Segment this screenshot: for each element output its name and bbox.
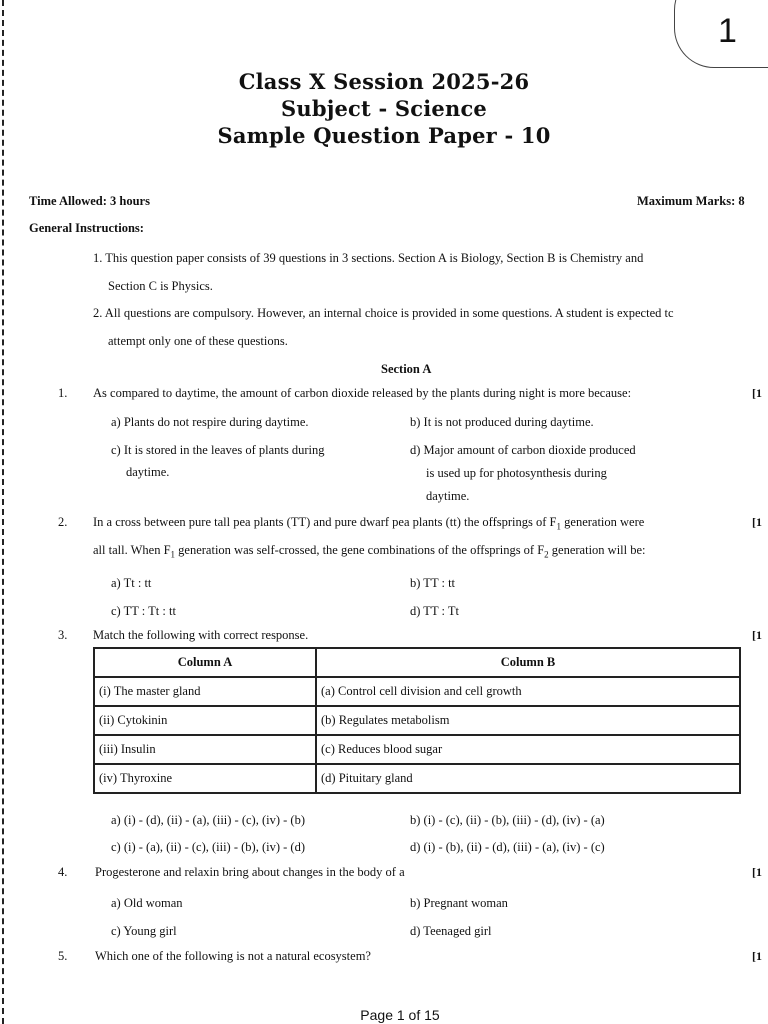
q1-number: 1.: [58, 386, 68, 400]
instruction-2-line1: 2. All questions are compulsory. However, an internal choice is provided in some questions. A student is expected tc: [93, 306, 674, 320]
q3-text: Match the following with correct response.: [93, 628, 309, 642]
page-number: 1: [718, 12, 737, 50]
q2-option-a: a) Tt : tt: [111, 576, 152, 590]
table-cell-a: (iv) Thyroxine: [94, 764, 316, 793]
title-paper: Sample Question Paper - 10: [217, 123, 551, 148]
column-a-header: Column A: [94, 648, 316, 677]
table-row: [94, 764, 740, 793]
table-cell-a: (i) The master gland: [94, 677, 316, 706]
q1-option-b: b) It is not produced during daytime.: [410, 415, 594, 429]
q1-option-c-line2: daytime.: [126, 465, 170, 479]
table-cell-b: (a) Control cell division and cell growth: [316, 677, 740, 706]
q3-option-a: a) (i) - (d), (ii) - (a), (iii) - (c), (iv) - (b): [111, 813, 305, 827]
q4-option-b: b) Pregnant woman: [410, 896, 508, 910]
instruction-1-line1: 1. This question paper consists of 39 questions in 3 sections. Section A is Biology, Section B is Chemistry and: [93, 251, 644, 265]
table-cell-b: (b) Regulates metabolism: [316, 706, 740, 735]
title-subject: Subject - Science: [280, 96, 487, 121]
title-class-session: Class X Session 2025-26: [238, 69, 530, 94]
general-instructions-heading: General Instructions:: [29, 221, 144, 235]
table-header-row: [94, 648, 740, 677]
q4-option-d: d) Teenaged girl: [410, 924, 492, 938]
q3-mark: [1: [752, 628, 762, 642]
q1-mark: [1: [752, 386, 762, 400]
q2-number: 2.: [58, 515, 68, 529]
page-footer: Page 1 of 15: [360, 1007, 440, 1023]
q4-mark: [1: [752, 865, 762, 879]
q1-option-d-line2: is used up for photosynthesis during: [426, 466, 607, 480]
time-allowed: Time Allowed: 3 hours: [29, 194, 150, 208]
q4-number: 4.: [58, 865, 68, 879]
q2-mark: [1: [752, 515, 762, 529]
q1-option-d-line3: daytime.: [426, 489, 470, 503]
q2-text-line1: In a cross between pure tall pea plants (TT) and pure dwarf pea plants (tt) the offsprings of $F_1$ generation were: [93, 515, 645, 532]
table-cell-b: (c) Reduces blood sugar: [316, 735, 740, 764]
table-cell-a: (iii) Insulin: [94, 735, 316, 764]
match-table: [93, 647, 741, 794]
q3-option-d: d) (i) - (b), (ii) - (d), (iii) - (a), (iv) - (c): [410, 840, 605, 854]
table-row: [94, 706, 740, 735]
section-a-title: Section A: [381, 362, 432, 376]
table-cell-a: (ii) Cytokinin: [94, 706, 316, 735]
q2-option-b: b) TT : tt: [410, 576, 456, 590]
table-row: [94, 677, 740, 706]
q4-option-c: c) Young girl: [111, 924, 177, 938]
q2-text-line2: all tall. When $F_1$ generation was self-crossed, the gene combinations of the offsprings of $F_2$ generation will be:: [93, 543, 646, 560]
q1-text: As compared to daytime, the amount of carbon dioxide released by the plants during night is more because:: [93, 386, 632, 400]
maximum-marks: Maximum Marks: 8: [637, 194, 745, 208]
left-dashed-border: [2, 0, 4, 1024]
column-b-header: Column B: [316, 648, 740, 677]
instruction-2-line2: attempt only one of these questions.: [108, 334, 288, 348]
instruction-1-line2: Section C is Physics.: [108, 279, 213, 293]
q3-option-b: b) (i) - (c), (ii) - (b), (iii) - (d), (iv) - (a): [410, 813, 605, 827]
q2-option-d: d) TT : Tt: [410, 604, 459, 618]
table-cell-b: (d) Pituitary gland: [316, 764, 740, 793]
q5-mark: [1: [752, 949, 762, 963]
q1-option-d-line1: d) Major amount of carbon dioxide produced: [410, 443, 636, 457]
q5-text: Which one of the following is not a natural ecosystem?: [95, 949, 371, 963]
q1-option-c-line1: c) It is stored in the leaves of plants during: [111, 443, 325, 457]
q2-option-c: c) TT : Tt : tt: [111, 604, 176, 618]
q3-number: 3.: [58, 628, 68, 642]
q4-option-a: a) Old woman: [111, 896, 183, 910]
q5-number: 5.: [58, 949, 68, 963]
q3-option-c: c) (i) - (a), (ii) - (c), (iii) - (b), (iv) - (d): [111, 840, 305, 854]
q1-option-a: a) Plants do not respire during daytime.: [111, 415, 309, 429]
q4-text: Progesterone and relaxin bring about changes in the body of a: [95, 865, 405, 879]
table-row: [94, 735, 740, 764]
